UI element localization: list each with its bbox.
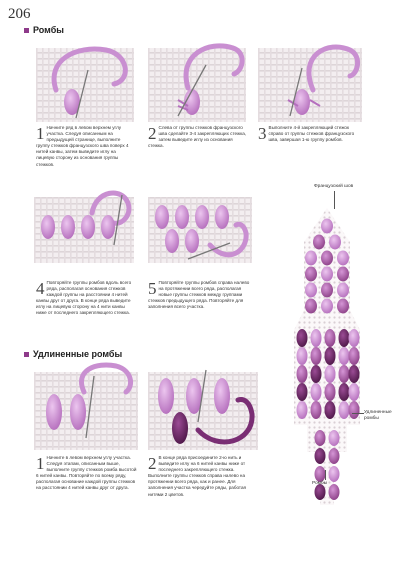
swatch-stitch	[339, 365, 350, 383]
swatch-stitch	[329, 466, 340, 482]
swatch-stitch	[337, 267, 349, 282]
step-text: Начните ряд в левом верхнем углу участка. Следуя описанным на предыдущей странице, выполните группу стежков французского шва поверх 4 нитей канвы, затем выведите иглу на лицевую сторону из основания группы стежков.	[36, 125, 129, 167]
step3-illustration	[258, 40, 362, 122]
swatch-stitch	[349, 401, 360, 419]
stitch-swatch	[292, 190, 362, 520]
step-3-diamonds	[258, 125, 364, 143]
swatch-stitch	[297, 401, 308, 419]
step-number: 1	[36, 454, 45, 473]
swatch-stitch	[325, 383, 336, 401]
swatch-stitch	[321, 283, 333, 298]
callout-long-diamonds: Удлиненные ромбы	[364, 410, 392, 421]
swatch-stitch	[305, 251, 317, 266]
step2-illustration	[148, 40, 246, 122]
swatch-stitch	[297, 383, 308, 401]
callout-french-knot: Французский шов	[314, 184, 354, 189]
swatch-stitch	[329, 235, 341, 250]
callout-diamonds: Ромбы	[312, 481, 328, 486]
step-number: 3	[258, 124, 267, 143]
page-number: 206	[8, 6, 31, 22]
callout-long-diamonds-leader	[352, 413, 364, 414]
swatch-stitch	[325, 401, 336, 419]
swatch-stitch	[339, 401, 350, 419]
swatch-stitch	[311, 329, 322, 347]
swatch-stitch	[329, 484, 340, 500]
swatch-stitch	[339, 329, 350, 347]
swatch-stitch	[311, 347, 322, 365]
callout-diamonds-leader	[325, 470, 326, 480]
step-2-diamonds	[148, 125, 248, 149]
swatch-stitch	[325, 347, 336, 365]
swatch-stitch	[329, 448, 340, 464]
swatch-stitch	[305, 267, 317, 282]
long-step2-illustration	[148, 362, 258, 450]
swatch-stitch	[349, 329, 360, 347]
swatch-stitch	[305, 283, 317, 298]
swatch-stitch	[337, 283, 349, 298]
step-1-long-diamonds	[36, 455, 138, 492]
swatch-stitch	[315, 448, 326, 464]
step4-illustration	[34, 185, 134, 275]
swatch-stitch	[321, 219, 333, 234]
swatch-stitch	[337, 299, 349, 314]
step-1-diamonds	[36, 125, 134, 168]
swatch-stitch	[325, 365, 336, 383]
swatch-stitch	[321, 267, 333, 282]
swatch-stitch	[305, 299, 317, 314]
callout-french-knot-leader	[334, 191, 335, 209]
swatch-stitch	[349, 383, 360, 401]
step-number: 2	[148, 124, 157, 143]
swatch-stitch	[313, 235, 325, 250]
long-step1-illustration	[34, 362, 138, 450]
swatch-stitch	[311, 401, 322, 419]
swatch-stitch	[329, 430, 340, 446]
step-5-diamonds	[148, 280, 250, 310]
step-text: Повторяйте группы ромбов справа налево на протяжении всего ряда, располагая новые группы стежков между группами стежков предыдущего ряда. Повторяйте для заполнения всего участка.	[148, 280, 250, 310]
swatch-stitch	[315, 430, 326, 446]
swatch-stitch	[321, 251, 333, 266]
step-text: Начните в левом верхнем углу участка. Следуя этапам, описанным выше, выполните группу стежков ромба высотой 6 нитей канвы. Повторяйте по всему ряду, располагая основание каждой группы стежков на расстоянии 4 нитей канвы друг от друга.	[36, 455, 137, 491]
step-4-diamonds	[36, 280, 136, 317]
section-title-diamonds: Ромбы	[24, 25, 64, 35]
swatch-stitch	[339, 383, 350, 401]
step5-illustration	[148, 185, 252, 275]
step-text: Выполните 4-й закрепляющий стежок справо от группы стежков французского шва, завершая 1-ю группу ромбов.	[268, 125, 355, 143]
step-2-long-diamonds	[148, 455, 256, 498]
swatch-stitch	[311, 383, 322, 401]
section-title-long-diamonds: Удлиненные ромбы	[24, 349, 122, 359]
step-text: Слева от группы стежков французского шва сделайте 3-4 закрепляющих стежка, затем выведите иглу из основания стежка.	[148, 125, 247, 149]
swatch-stitch	[297, 365, 308, 383]
step1-illustration	[36, 40, 134, 122]
swatch-stitch	[315, 484, 326, 500]
step-number: 1	[36, 124, 45, 143]
swatch-stitch	[297, 347, 308, 365]
swatch-stitch	[321, 299, 333, 314]
swatch-stitch	[349, 365, 360, 383]
step-number: 4	[36, 279, 45, 298]
step-text: Повторяйте группы ромбов вдоль всего ряда, располагая основания стежков каждой группы на расстоянии 4 нитей канвы друг от друга. В конце ряда выведите иглу на лицевую сторону на 4 нити канвы ниже от последнего закрепляющего стежка.	[36, 280, 132, 316]
swatch-stitch	[339, 347, 350, 365]
swatch-stitch	[349, 347, 360, 365]
swatch-stitch	[297, 329, 308, 347]
swatch-stitch	[311, 365, 322, 383]
swatch-stitch	[337, 251, 349, 266]
swatch-stitch	[315, 466, 326, 482]
step-text: В конце ряда присоедините 2-ю нить и выведите иглу на 6 нитей канвы ниже от последнего закрепляющего стежка. Выполните группы стежков справа налево на протяжении всего ряда, как и ранее. Для заполнения участка чередуйте ряды, работая нитями 2 цветов.	[148, 455, 247, 497]
swatch-stitch	[325, 329, 336, 347]
step-number: 2	[148, 454, 157, 473]
step-number: 5	[148, 279, 157, 298]
